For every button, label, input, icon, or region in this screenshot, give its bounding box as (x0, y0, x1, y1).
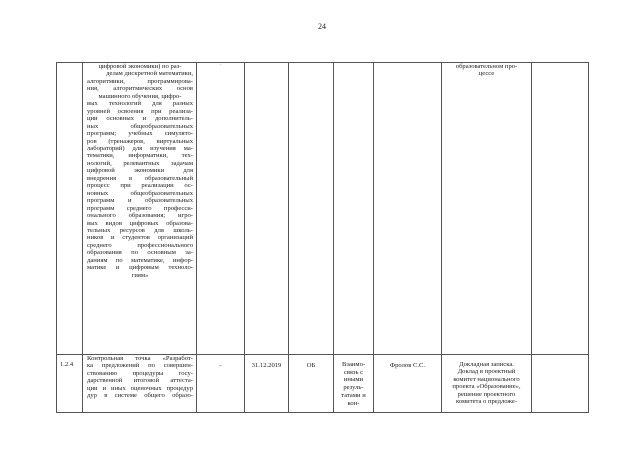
link-text (334, 355, 373, 407)
text-line: лабораторий) для изучения ма- (87, 144, 193, 152)
text-line: матике и цифровым техноло- (87, 264, 193, 272)
text-line: новных общеобразовательных (87, 189, 193, 197)
text-line: Доклад в проектный (457, 368, 516, 376)
text-line: проекта «Образование», (452, 383, 521, 391)
end-date: 31.12.2019 (251, 362, 282, 369)
text-line: связь с (343, 368, 364, 376)
text-line: образования по основным за- (87, 249, 193, 257)
description-text (83, 355, 196, 400)
cell-number (57, 63, 83, 355)
cell-document (442, 355, 532, 413)
text-line: уровней освоения при реализа- (87, 107, 193, 115)
text-line: ров (тренажеров, виртуальных (87, 137, 193, 145)
text-line: ции и иных оценочных процедур (87, 384, 193, 392)
text-line: комитет национального (453, 375, 520, 383)
text-line: дарственной итоговой аттеста- (87, 377, 193, 385)
cell-end-date (245, 63, 289, 355)
text-line: цифровой экономики) по раз- (98, 63, 182, 70)
text-line: цифровой экономики для (87, 167, 193, 175)
cell-link (334, 355, 374, 413)
cell-start-date (197, 63, 245, 355)
text-line: машинного обучения, цифро- (98, 92, 182, 100)
text-line: ции основных и дополнитель- (87, 115, 193, 123)
text-line: среднего профессионального (87, 241, 193, 249)
cell-document (442, 63, 532, 355)
text-line: вых технологий для разных (87, 100, 193, 108)
text-line: ка предложений по совершен- (87, 362, 193, 370)
text-line: внедрения в образовательный (87, 174, 193, 182)
cell-description (83, 63, 197, 355)
event-type: ОБ (306, 362, 316, 369)
document-text (442, 355, 531, 406)
plan-table (56, 62, 589, 413)
text-line: тельных ресурсов для школь- (87, 226, 193, 234)
text-line: решение проектного (457, 390, 516, 398)
text-line: Контрольная точка «Разработ- (87, 355, 193, 362)
text-line: кон- (347, 399, 360, 407)
text-line: комитета о предложе- (455, 398, 518, 406)
text-line: нологий, релевантных задачам (87, 159, 193, 167)
table-row-1-2-4 (57, 355, 589, 413)
page-number: 24 (318, 22, 326, 31)
text-line: программ; учебных симулято- (87, 130, 193, 138)
cell-link (334, 63, 374, 355)
cell-extra (532, 355, 589, 413)
description-text (83, 63, 196, 279)
text-line: образовательном про- (455, 63, 518, 70)
scan-mark: - (219, 63, 222, 68)
text-line: ников и студентов организаций (87, 234, 193, 242)
text-line: делам дискретной математики, (106, 70, 193, 78)
cell-type (289, 355, 334, 413)
text-line: ствованию процедуры госу- (87, 369, 193, 377)
cell-number (57, 355, 83, 413)
start-date: - (219, 362, 222, 369)
text-line: алгоритмики, программирова- (87, 77, 193, 85)
cell-responsible (374, 355, 442, 413)
text-line: онального образования; игро- (87, 212, 193, 220)
text-line: процесс при реализации ос- (87, 182, 193, 190)
row-number: 1.2.4 (60, 361, 74, 368)
responsible-person: Фролов С.С. (389, 362, 426, 369)
text-line: Взаимо- (341, 361, 366, 368)
text-line: программ среднего професси- (87, 204, 193, 212)
text-line: Докладная записка. (459, 361, 514, 368)
text-line: ных общеобразовательных (87, 122, 193, 130)
cell-responsible (374, 63, 442, 355)
text-line: вых видов цифровых образова- (87, 219, 193, 227)
text-line: иными (343, 376, 364, 384)
text-line: цессе (478, 70, 495, 78)
cell-extra (532, 63, 589, 355)
text-line: ния, алгоритмических основ (87, 85, 193, 93)
document-text (442, 63, 531, 78)
text-line: даниям по математике, инфор- (87, 256, 193, 264)
text-line: дур в системе общего образо- (87, 392, 193, 400)
cell-end-date (245, 355, 289, 413)
text-line: татами и (341, 391, 366, 399)
text-line: резуль- (343, 384, 364, 392)
text-line: программ и образовательных (87, 197, 193, 205)
text-line: тематики, информатики, тех- (87, 152, 193, 160)
text-line: гиям» (131, 271, 149, 279)
cell-type (289, 63, 334, 355)
cell-start-date (197, 355, 245, 413)
cell-description (83, 355, 197, 413)
table-row-continued (57, 63, 589, 355)
